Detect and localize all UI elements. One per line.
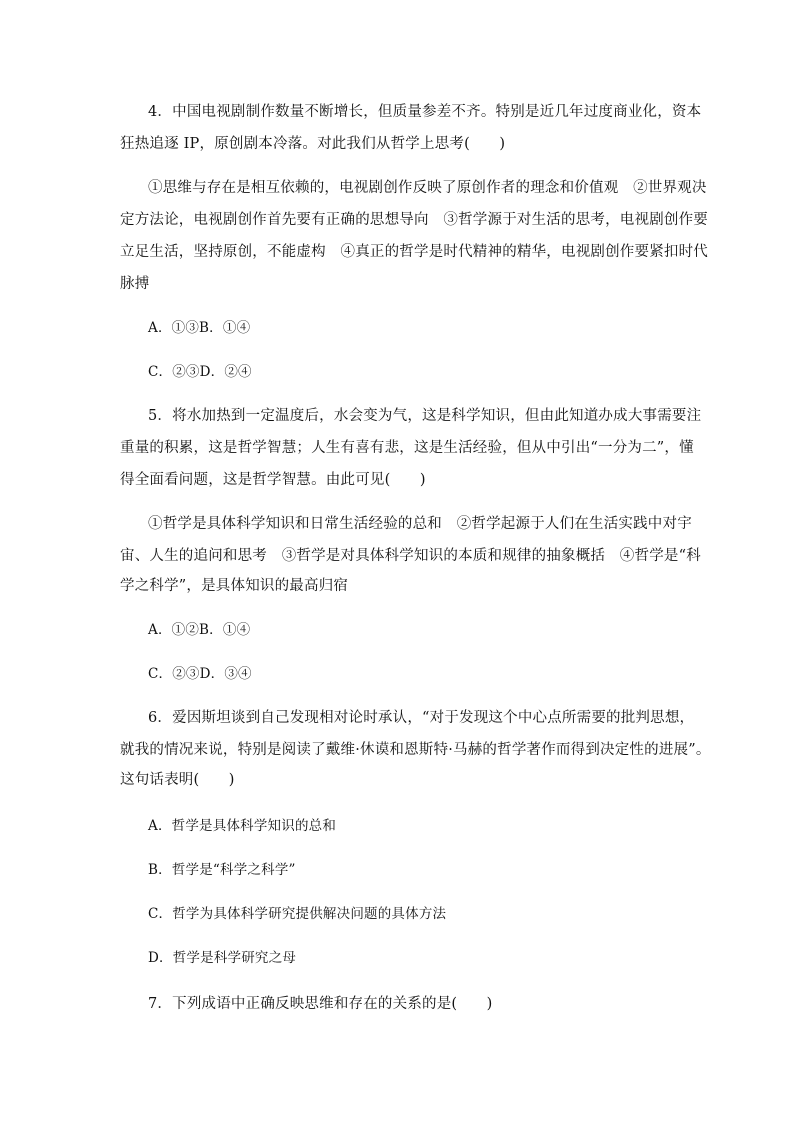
question-4-options-cd: C．②③D．②④ <box>148 364 252 380</box>
question-4-statement-line-1: ①思维与存在是相互依赖的，电视剧创作反映了原创作者的理念和价值观 ②世界观决 <box>148 180 707 196</box>
question-6-stem-line-1: 6．爱因斯坦谈到自己发现相对论时承认，“对于发现这个中心点所需要的批判思想， <box>148 710 695 726</box>
question-4-stem-line-2: 狂热追逐 IP，原创剧本冷落。对此我们从哲学上思考( ) <box>120 136 506 152</box>
question-5-stem-line-1: 5．将水加热到一定温度后，水会变为气，这是科学知识，但由此知道办成大事需要注 <box>148 408 702 424</box>
question-4-stem-line-1: 4．中国电视剧制作数量不断增长，但质量参差不齐。特别是近几年过度商业化，资本 <box>148 104 702 120</box>
question-5-options-cd: C．②③D．③④ <box>148 666 252 682</box>
question-6-stem-line-2: 就我的情况来说，特别是阅读了戴维·休谟和恩斯特·马赫的哲学著作而得到决定性的进展”。 <box>120 742 711 758</box>
question-6-option-a: A．哲学是具体科学知识的总和 <box>148 818 337 834</box>
question-4-statement-line-4: 脉搏 <box>120 276 150 292</box>
question-6-option-c: C．哲学为具体科学研究提供解决问题的具体方法 <box>148 906 447 922</box>
question-5-stem-line-2: 重量的积累，这是哲学智慧；人生有喜有悲，这是生活经验，但从中引出“一分为二”，懂 <box>120 440 694 456</box>
question-5-statement-line-3: 学之科学”，是具体知识的最高归宿 <box>120 578 349 594</box>
question-7-stem-line-1: 7．下列成语中正确反映思维和存在的关系的是( ) <box>148 996 493 1012</box>
question-5-statement-line-1: ①哲学是具体科学知识和日常生活经验的总和 ②哲学起源于人们在生活实践中对宇 <box>148 516 692 532</box>
question-5-stem-line-3: 得全面看问题，这是哲学智慧。由此可见( ) <box>120 472 426 488</box>
question-4-statement-line-2: 定方法论，电视剧创作首先要有正确的思想导向 ③哲学源于对生活的思考，电视剧创作要 <box>120 212 708 228</box>
question-6-option-b: B．哲学是“科学之科学” <box>148 862 296 878</box>
question-4-statement-line-3: 立足生活，坚持原创，不能虚构 ④真正的哲学是时代精神的精华，电视剧创作要紧扣时代 <box>120 244 708 260</box>
question-5-options-ab: A．①②B．①④ <box>148 622 251 638</box>
question-4-options-ab: A．①③B．①④ <box>148 320 251 336</box>
question-6-option-d: D．哲学是科学研究之母 <box>148 950 297 966</box>
question-6-stem-line-3: 这句话表明( ) <box>120 772 235 788</box>
question-5-statement-line-2: 宙、人生的追问和思考 ③哲学是对具体科学知识的本质和规律的抽象概括 ④哲学是“科 <box>120 548 701 564</box>
